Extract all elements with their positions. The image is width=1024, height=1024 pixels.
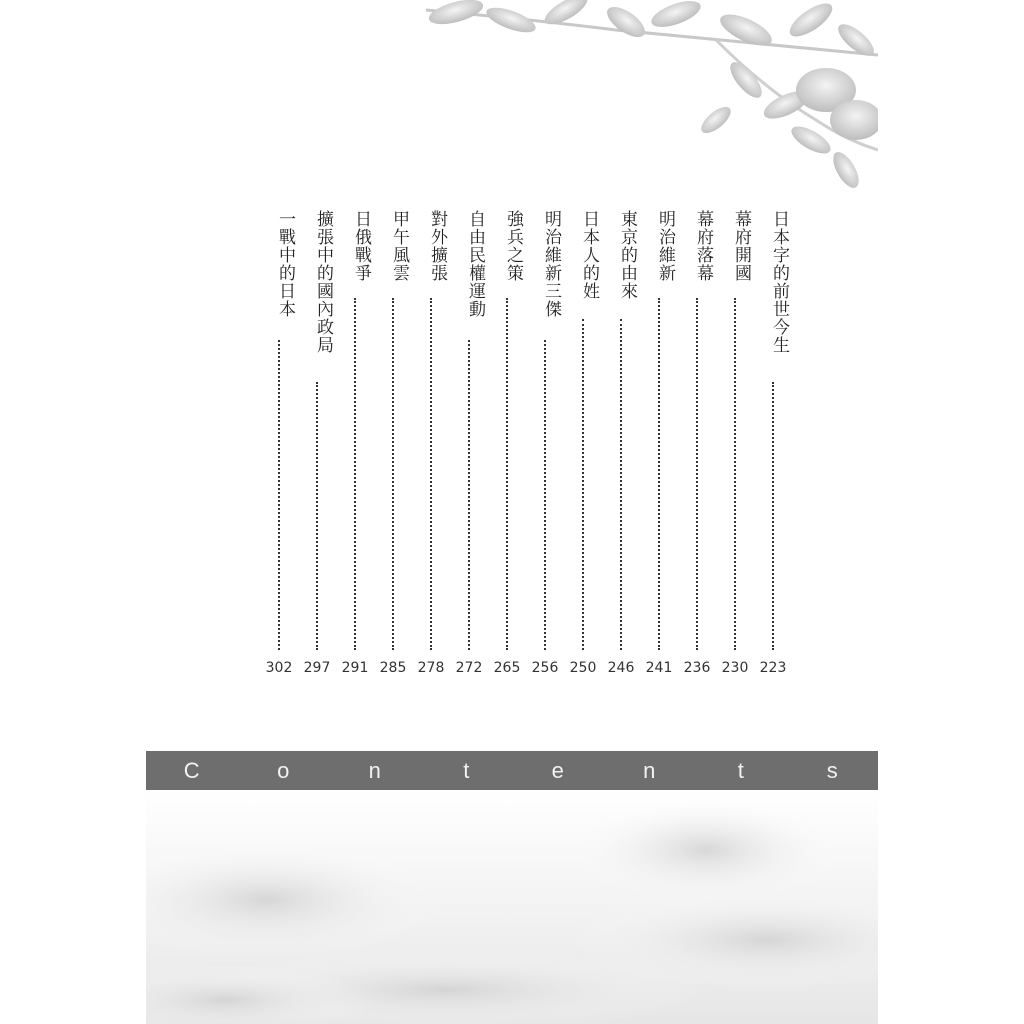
toc-entry[interactable] (416, 210, 446, 690)
toc-entry[interactable] (302, 210, 332, 690)
toc-page-number: 223 (759, 660, 787, 676)
toc-entry-title: 自由民權運動 (465, 210, 485, 318)
toc-entry[interactable] (492, 210, 522, 690)
toc-leader-dots (696, 298, 698, 650)
toc-leader-dots (734, 298, 736, 650)
toc-leader-dots (772, 382, 774, 650)
toc-leader-dots (316, 382, 318, 650)
toc-entry-title: 對外擴張 (427, 210, 447, 282)
toc-leader-dots (354, 298, 356, 650)
toc-page-number: 241 (645, 660, 673, 676)
contents-letter: t (463, 757, 470, 783)
toc-leader-dots (544, 340, 546, 650)
toc-page-number: 230 (721, 660, 749, 676)
contents-letter: s (826, 757, 838, 783)
toc-entry-title: 幕府落幕 (693, 210, 713, 282)
toc-page-number: 285 (379, 660, 407, 676)
contents-letter: n (643, 757, 656, 783)
toc-entry[interactable] (682, 210, 712, 690)
contents-banner (146, 751, 878, 790)
toc-entry-title: 甲午風雲 (389, 210, 409, 282)
toc-entry[interactable] (568, 210, 598, 690)
toc-entry[interactable] (758, 210, 788, 690)
toc-entry-title: 明治維新三傑 (541, 210, 561, 318)
toc-entry-title: 明治維新 (655, 210, 675, 282)
toc-leader-dots (278, 340, 280, 650)
toc-leader-dots (430, 298, 432, 650)
toc-entry-title: 擴張中的國內政局 (313, 210, 333, 354)
toc-page-number: 302 (265, 660, 293, 676)
contents-letter: t (737, 757, 744, 783)
toc-page-number: 265 (493, 660, 521, 676)
contents-letter: o (277, 757, 290, 783)
toc-entry-title: 幕府開國 (731, 210, 751, 282)
toc-leader-dots (582, 319, 584, 650)
contents-letter: n (368, 757, 381, 783)
toc-entry[interactable] (264, 210, 294, 690)
toc-leader-dots (468, 340, 470, 650)
toc-entry[interactable] (530, 210, 560, 690)
toc-leader-dots (658, 298, 660, 650)
toc-leader-dots (506, 298, 508, 650)
book-page (146, 0, 878, 1024)
toc-entry[interactable] (606, 210, 636, 690)
toc-entry[interactable] (720, 210, 750, 690)
toc-entry[interactable] (378, 210, 408, 690)
toc-leader-dots (392, 298, 394, 650)
toc-page-number: 291 (341, 660, 369, 676)
toc-entry-title: 東京的由來 (617, 210, 637, 300)
toc-page-number: 297 (303, 660, 331, 676)
toc-page-number: 246 (607, 660, 635, 676)
toc-page-number: 272 (455, 660, 483, 676)
toc-entry-title: 日本人的姓 (579, 210, 599, 300)
toc-entry-title: 一戰中的日本 (275, 210, 295, 318)
contents-letter: C (183, 757, 200, 783)
toc-entry-title: 日俄戰爭 (351, 210, 371, 282)
toc-entry-title: 強兵之策 (503, 210, 523, 282)
toc-page-number: 250 (569, 660, 597, 676)
toc-page-number: 236 (683, 660, 711, 676)
toc-entry[interactable] (454, 210, 484, 690)
contents-letter: e (551, 757, 564, 783)
toc-entry[interactable] (340, 210, 370, 690)
toc-page-number: 256 (531, 660, 559, 676)
table-of-contents (146, 0, 878, 700)
toc-page-number: 278 (417, 660, 445, 676)
toc-entry[interactable] (644, 210, 674, 690)
mist-landscape-decoration (146, 790, 878, 1024)
toc-entry-title: 日本字的前世今生 (769, 210, 789, 354)
toc-leader-dots (620, 319, 622, 650)
